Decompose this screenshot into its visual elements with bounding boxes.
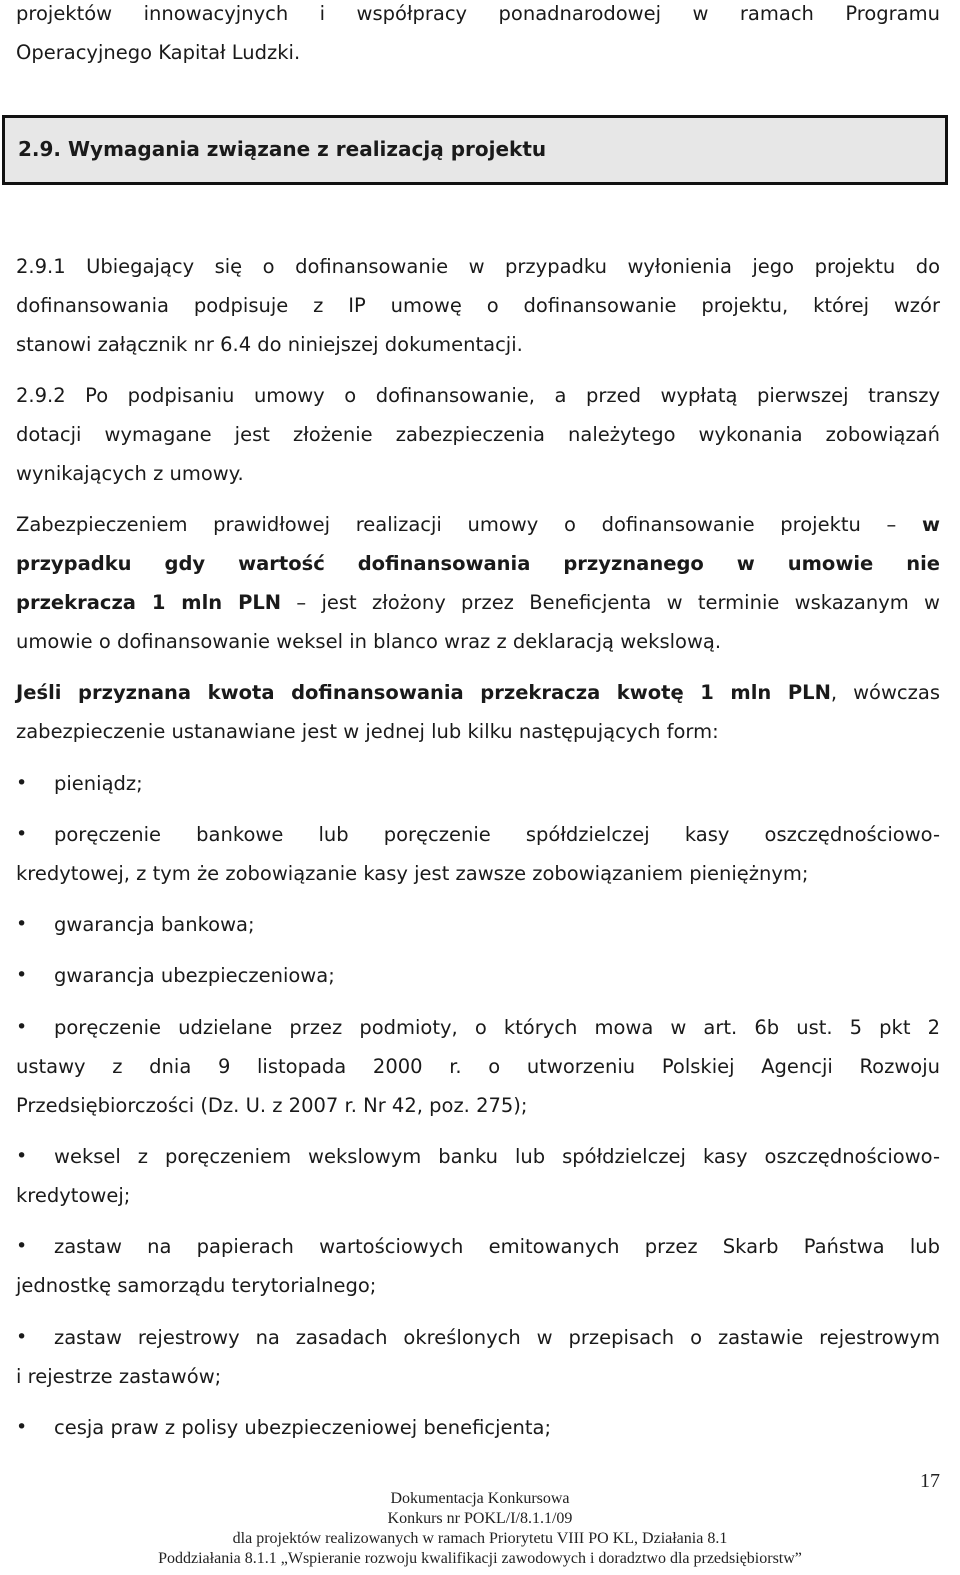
- intro-paragraph: [16, 0, 940, 72]
- para-zab-line-4: umowie o dofinansowanie weksel in blanco wraz z deklaracją wekslową.: [16, 630, 722, 653]
- page-number: 17: [920, 1470, 940, 1492]
- list-item: [16, 1408, 940, 1447]
- footer-line-2: Konkurs nr POKL/I/8.1.1/09: [387, 1510, 573, 1527]
- list-item-line-1: poręczenie bankowe lub poręczenie spółdzielczej kasy oszczędnościowo-: [54, 823, 940, 846]
- para-zab-line-1-text: Zabezpieczeniem prawidłowej realizacji umowy o dofinansowanie projektu –: [16, 513, 922, 536]
- paragraph-zabezpieczeniem: [16, 505, 940, 661]
- list-item-line-2: kredytowej;: [16, 1184, 131, 1207]
- list-item: [16, 956, 940, 995]
- list-item-line-1: weksel z poręczeniem wekslowym banku lub spółdzielczej kasy oszczędnościowo-: [54, 1145, 940, 1168]
- para-zab-line-3: [16, 583, 940, 622]
- para-jesli-line-2: zabezpieczenie ustanawiane jest w jednej lub kilku następujących form:: [16, 720, 719, 743]
- section-heading-box: [2, 115, 948, 185]
- list-item-line-1: cesja praw z polisy ubezpieczeniowej beneficjenta;: [54, 1416, 552, 1439]
- list-item-line-2: jednostkę samorządu terytorialnego;: [16, 1274, 377, 1297]
- bullet-icon: •: [16, 1235, 28, 1257]
- list-item: [16, 1137, 940, 1215]
- para-zab-line-3-bold: przekracza 1 mln PLN: [16, 591, 282, 614]
- paragraph-2-9-1: [16, 247, 940, 364]
- list-item-line-1: pieniądz;: [54, 772, 143, 795]
- list-item-line-1: poręczenie udzielane przez podmioty, o których mowa w art. 6b ust. 5 pkt 2: [54, 1016, 940, 1039]
- list-item-line-2: i rejestrze zastawów;: [16, 1365, 222, 1388]
- list-item-line-3: Przedsiębiorczości (Dz. U. z 2007 r. Nr 42, poz. 275);: [16, 1094, 528, 1117]
- para-jesli-line-1-bold: Jeśli przyznana kwota dofinansowania przekracza kwotę 1 mln PLN: [16, 681, 831, 704]
- para-291-line-3: stanowi załącznik nr 6.4 do niniejszej dokumentacji.: [16, 333, 523, 356]
- paragraph-2-9-2: [16, 376, 940, 493]
- para-zab-line-1-bold: w: [921, 513, 940, 536]
- list-item: [16, 1008, 940, 1125]
- list-item-line-2: kredytowej, z tym że zobowiązanie kasy jest zawsze zobowiązaniem pieniężnym;: [16, 862, 809, 885]
- footer-line-3: dla projektów realizowanych w ramach Priorytetu VIII PO KL, Działania 8.1: [232, 1530, 728, 1547]
- intro-line-2: Operacyjnego Kapitał Ludzki.: [16, 41, 301, 64]
- para-jesli-line-1-text: , wówczas: [830, 681, 940, 704]
- list-item-line-1: gwarancja ubezpieczeniowa;: [54, 964, 335, 987]
- footer-line-4: Poddziałania 8.1.1 „Wspieranie rozwoju kwalifikacji zawodowych i doradztwo dla przedsiębiorstw”: [158, 1550, 802, 1567]
- para-292-line-3: wynikających z umowy.: [16, 462, 244, 485]
- para-zab-line-3-text: – jest złożony przez Beneficjenta w terminie wskazanym w: [281, 591, 940, 614]
- list-item: [16, 1318, 940, 1396]
- list-item: [16, 815, 940, 893]
- list-item: [16, 764, 940, 803]
- section-heading: 2.9. Wymagania związane z realizacją projektu: [18, 137, 547, 161]
- bullet-icon: •: [16, 1145, 28, 1167]
- list-item-line-1: zastaw na papierach wartościowych emitowanych przez Skarb Państwa lub: [54, 1235, 940, 1258]
- paragraph-jesli: [16, 673, 940, 751]
- list-item-line-1: zastaw rejestrowy na zasadach określonych w przepisach o zastawie rejestrowym: [54, 1326, 940, 1349]
- para-291-line-2: dofinansowania podpisuje z IP umowę o dofinansowanie projektu, której wzór: [16, 294, 940, 317]
- list-item-line-1: gwarancja bankowa;: [54, 913, 255, 936]
- bullet-icon: •: [16, 1016, 28, 1038]
- intro-line-1: projektów innowacyjnych i współpracy ponadnarodowej w ramach Programu: [16, 2, 940, 25]
- bullet-icon: •: [16, 1416, 28, 1438]
- bullet-icon: •: [16, 1326, 28, 1348]
- bullet-icon: •: [16, 964, 28, 986]
- list-item: [16, 1227, 940, 1305]
- para-292-line-1: 2.9.2 Po podpisaniu umowy o dofinansowanie, a przed wypłatą pierwszej transzy: [16, 384, 940, 407]
- para-zab-line-2: przypadku gdy wartość dofinansowania przyznanego w umowie nie: [16, 552, 940, 575]
- footer-line-1: Dokumentacja Konkursowa: [390, 1490, 570, 1507]
- para-292-line-2: dotacji wymagane jest złożenie zabezpieczenia należytego wykonania zobowiązań: [16, 423, 940, 446]
- list-item: [16, 905, 940, 944]
- bullet-icon: •: [16, 913, 28, 935]
- bullet-icon: •: [16, 823, 28, 845]
- list-item-line-2: ustawy z dnia 9 listopada 2000 r. o utworzeniu Polskiej Agencji Rozwoju: [16, 1055, 940, 1078]
- para-zab-line-1: [16, 505, 940, 544]
- para-jesli-line-1: [16, 673, 940, 712]
- para-291-line-1: 2.9.1 Ubiegający się o dofinansowanie w przypadku wyłonienia jego projektu do: [16, 255, 940, 278]
- bullet-icon: •: [16, 772, 28, 794]
